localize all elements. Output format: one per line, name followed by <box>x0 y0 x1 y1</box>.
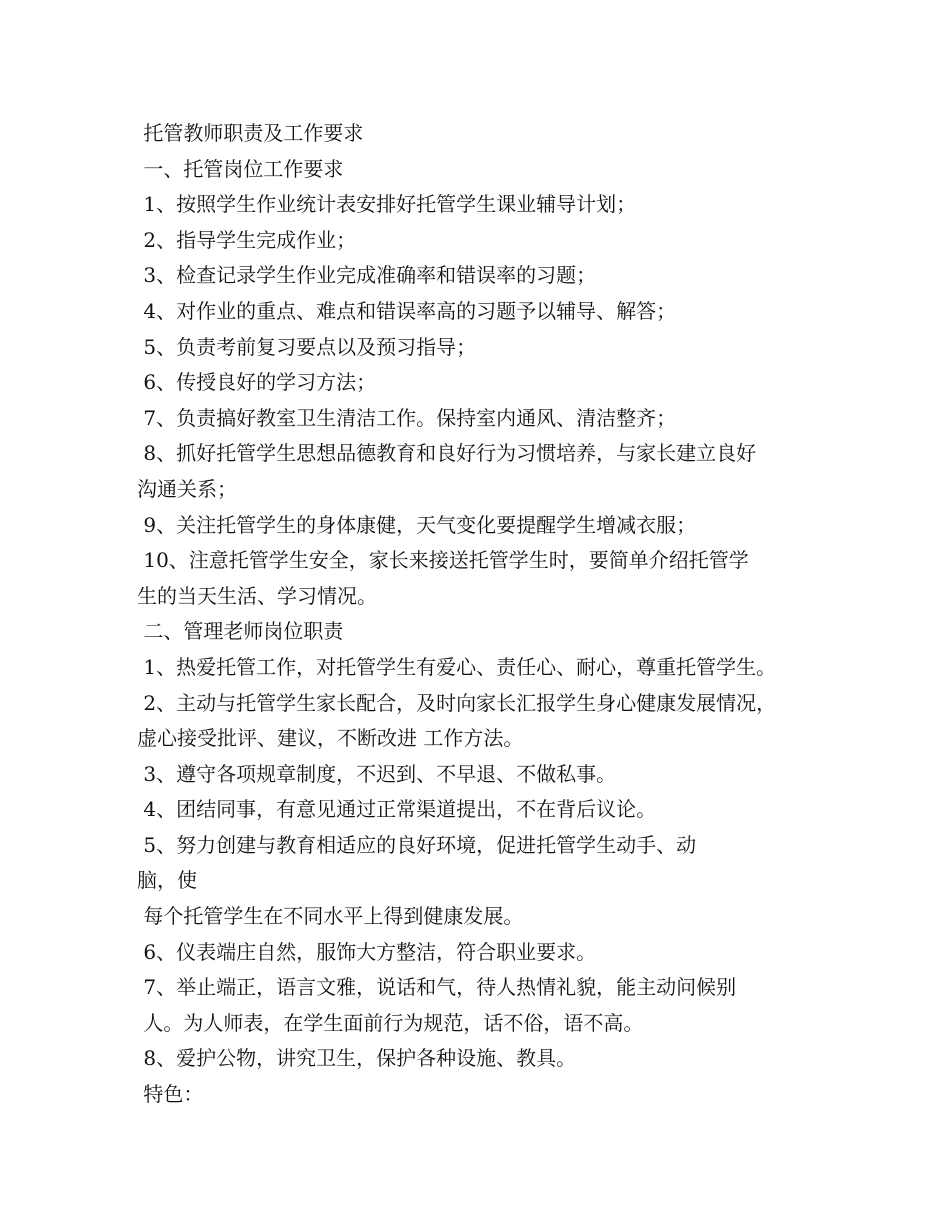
text-line: 沟通关系； <box>137 476 237 501</box>
section-heading-1: 一、托管岗位工作要求 <box>137 156 344 181</box>
section-heading-2: 二、管理老师岗位职责 <box>137 619 344 644</box>
text-line: 生的当天生活、学习情况。 <box>137 583 377 608</box>
text-line: 3、检查记录学生作业完成准确率和错误率的习题； <box>137 263 597 288</box>
text-line: 6、仪表端庄自然，服饰大方整洁，符合职业要求。 <box>137 939 597 964</box>
text-line: 3、遵守各项规章制度，不迟到、不早退、不做私事。 <box>137 761 617 786</box>
text-line: 7、负责搞好教室卫生清洁工作。保持室内通风、清洁整齐； <box>137 405 677 430</box>
text-line: 7、举止端正，语言文雅，说话和气，待人热情礼貌，能主动问候别 <box>137 975 737 1000</box>
text-line: 10、注意托管学生安全，家长来接送托管学生时，要简单介绍托管学 <box>137 548 749 573</box>
document-title: 托管教师职责及工作要求 <box>137 121 364 145</box>
text-line: 8、抓好托管学生思想品德教育和良好行为习惯培养，与家长建立良好 <box>137 441 757 466</box>
text-line: 每个托管学生在不同水平上得到健康发展。 <box>137 904 524 929</box>
text-line: 1、热爱托管工作，对托管学生有爱心、责任心、耐心，尊重托管学生。 <box>137 654 777 679</box>
text-line: 6、传授良好的学习方法； <box>137 370 377 395</box>
text-line: 8、爱护公物，讲究卫生，保护各种设施、教具。 <box>137 1046 577 1071</box>
text-line: 4、对作业的重点、难点和错误率高的习题予以辅导、解答； <box>137 298 677 323</box>
text-line: 9、关注托管学生的身体康健，天气变化要提醒学生增减衣服； <box>137 512 697 537</box>
text-line: 2、主动与托管学生家长配合，及时向家长汇报学生身心健康发展情况， <box>137 690 777 715</box>
text-line: 特色： <box>137 1082 204 1107</box>
text-line: 4、团结同事，有意见通过正常渠道提出，不在背后议论。 <box>137 797 657 822</box>
text-line: 1、按照学生作业统计表安排好托管学生课业辅导计划； <box>137 192 637 217</box>
document-body <box>137 116 837 1113</box>
text-line: 虚心接受批评、建议，不断改进 工作方法。 <box>137 726 524 751</box>
text-line: 5、努力创建与教育相适应的良好环境，促进托管学生动手、动 <box>137 832 697 857</box>
text-line: 脑，使 <box>137 868 197 893</box>
text-line: 5、负责考前复习要点以及预习指导； <box>137 334 477 359</box>
text-line: 人。为人师表，在学生面前行为规范，话不俗，语不高。 <box>137 1010 644 1035</box>
text-line: 2、指导学生完成作业； <box>137 227 357 252</box>
